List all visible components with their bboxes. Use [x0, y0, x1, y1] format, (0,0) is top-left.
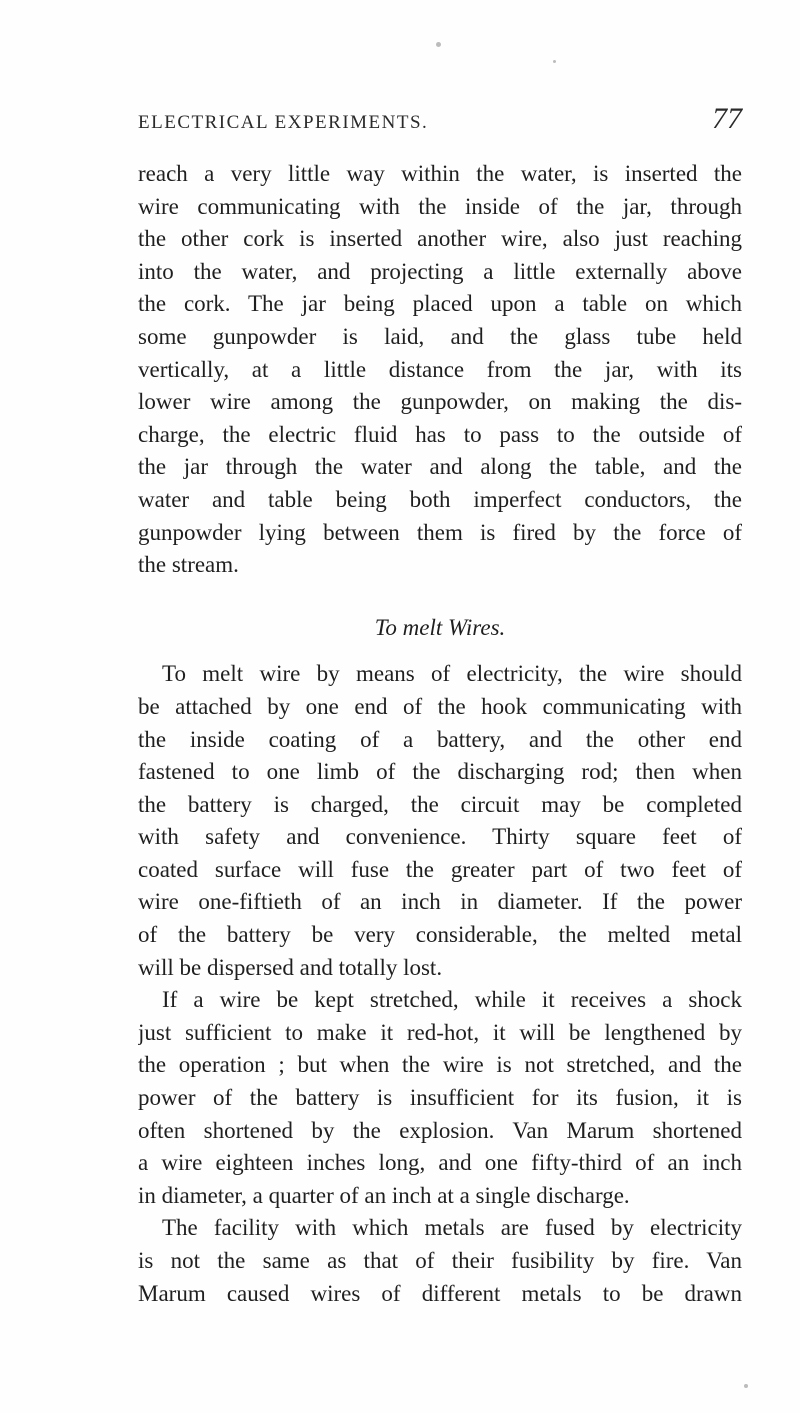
text-line: coated surface will fuse the greater part of two feet of — [138, 856, 742, 882]
text-line: the stream. — [138, 552, 239, 578]
text-line: into the water, and projecting a little externally above — [138, 258, 742, 284]
text-line: vertically, at a little distance from the jar, with its — [138, 356, 742, 382]
text-line: be attached by one end of the hook communicating with — [138, 693, 742, 719]
text-line: water and table being both imperfect conductors, the — [138, 486, 742, 512]
text-line: fastened to one limb of the discharging rod; then when — [138, 759, 742, 785]
paragraph-continued — [138, 158, 742, 582]
text-line: gunpowder lying between them is fired by the force of — [138, 519, 742, 545]
text-line: the operation ; but when the wire is not stretched, and the — [138, 1052, 742, 1078]
text-line: some gunpowder is laid, and the glass tube held — [138, 323, 742, 349]
text-line: Marum caused wires of different metals to be drawn — [138, 1280, 742, 1306]
paragraph — [138, 984, 742, 1212]
text-line: wire communicating with the inside of the jar, through — [138, 193, 742, 219]
text-line: often shortened by the explosion. Van Marum shortened — [138, 1117, 742, 1143]
page-number: 77 — [712, 102, 742, 135]
text-line: of the battery be very considerable, the melted metal — [138, 922, 742, 948]
text-line: reach a very little way within the water, is inserted the — [138, 161, 742, 186]
text-line: wire one-fiftieth of an inch in diameter. If the power — [138, 889, 742, 915]
text-line: To melt wire by means of electricity, the wire should — [162, 661, 742, 687]
text-line: is not the same as that of their fusibility by fire. Van — [138, 1248, 742, 1273]
paper-speck — [436, 42, 441, 47]
text-line: with safety and convenience. Thirty square feet of — [138, 824, 742, 850]
text-line: The facility with which metals are fused by electricity — [162, 1215, 742, 1241]
body-text — [138, 158, 742, 1310]
text-line: the battery is charged, the circuit may be completed — [138, 791, 742, 817]
text-line: the jar through the water and along the table, and the — [138, 454, 742, 480]
text-line: just sufficient to make it red-hot, it will be lengthened by — [138, 1019, 742, 1045]
text-line: If a wire be kept stretched, while it receives a shock — [162, 987, 742, 1013]
text-line: lower wire among the gunpowder, on making the dis- — [138, 389, 742, 415]
text-line: in diameter, a quarter of an inch at a single discharge. — [138, 1182, 630, 1208]
text-line: a wire eighteen inches long, and one fifty-third of an inch — [138, 1150, 742, 1176]
text-line: will be dispersed and totally lost. — [138, 954, 443, 980]
running-head — [138, 98, 742, 138]
text-line: power of the battery is insufficient for its fusion, it is — [138, 1085, 742, 1111]
text-line: the cork. The jar being placed upon a table on which — [138, 291, 742, 317]
section-heading: To melt Wires. — [374, 614, 506, 640]
paper-speck — [744, 1384, 748, 1388]
paper-speck — [553, 60, 556, 63]
paragraph — [138, 658, 742, 984]
running-title: ELECTRICAL EXPERIMENTS. — [138, 112, 429, 133]
paragraph — [138, 1212, 742, 1310]
text-line: the other cork is inserted another wire, also just reaching — [138, 226, 742, 252]
text-line: the inside coating of a battery, and the other end — [138, 726, 742, 752]
text-line: charge, the electric fluid has to pass to the outside of — [138, 421, 742, 447]
